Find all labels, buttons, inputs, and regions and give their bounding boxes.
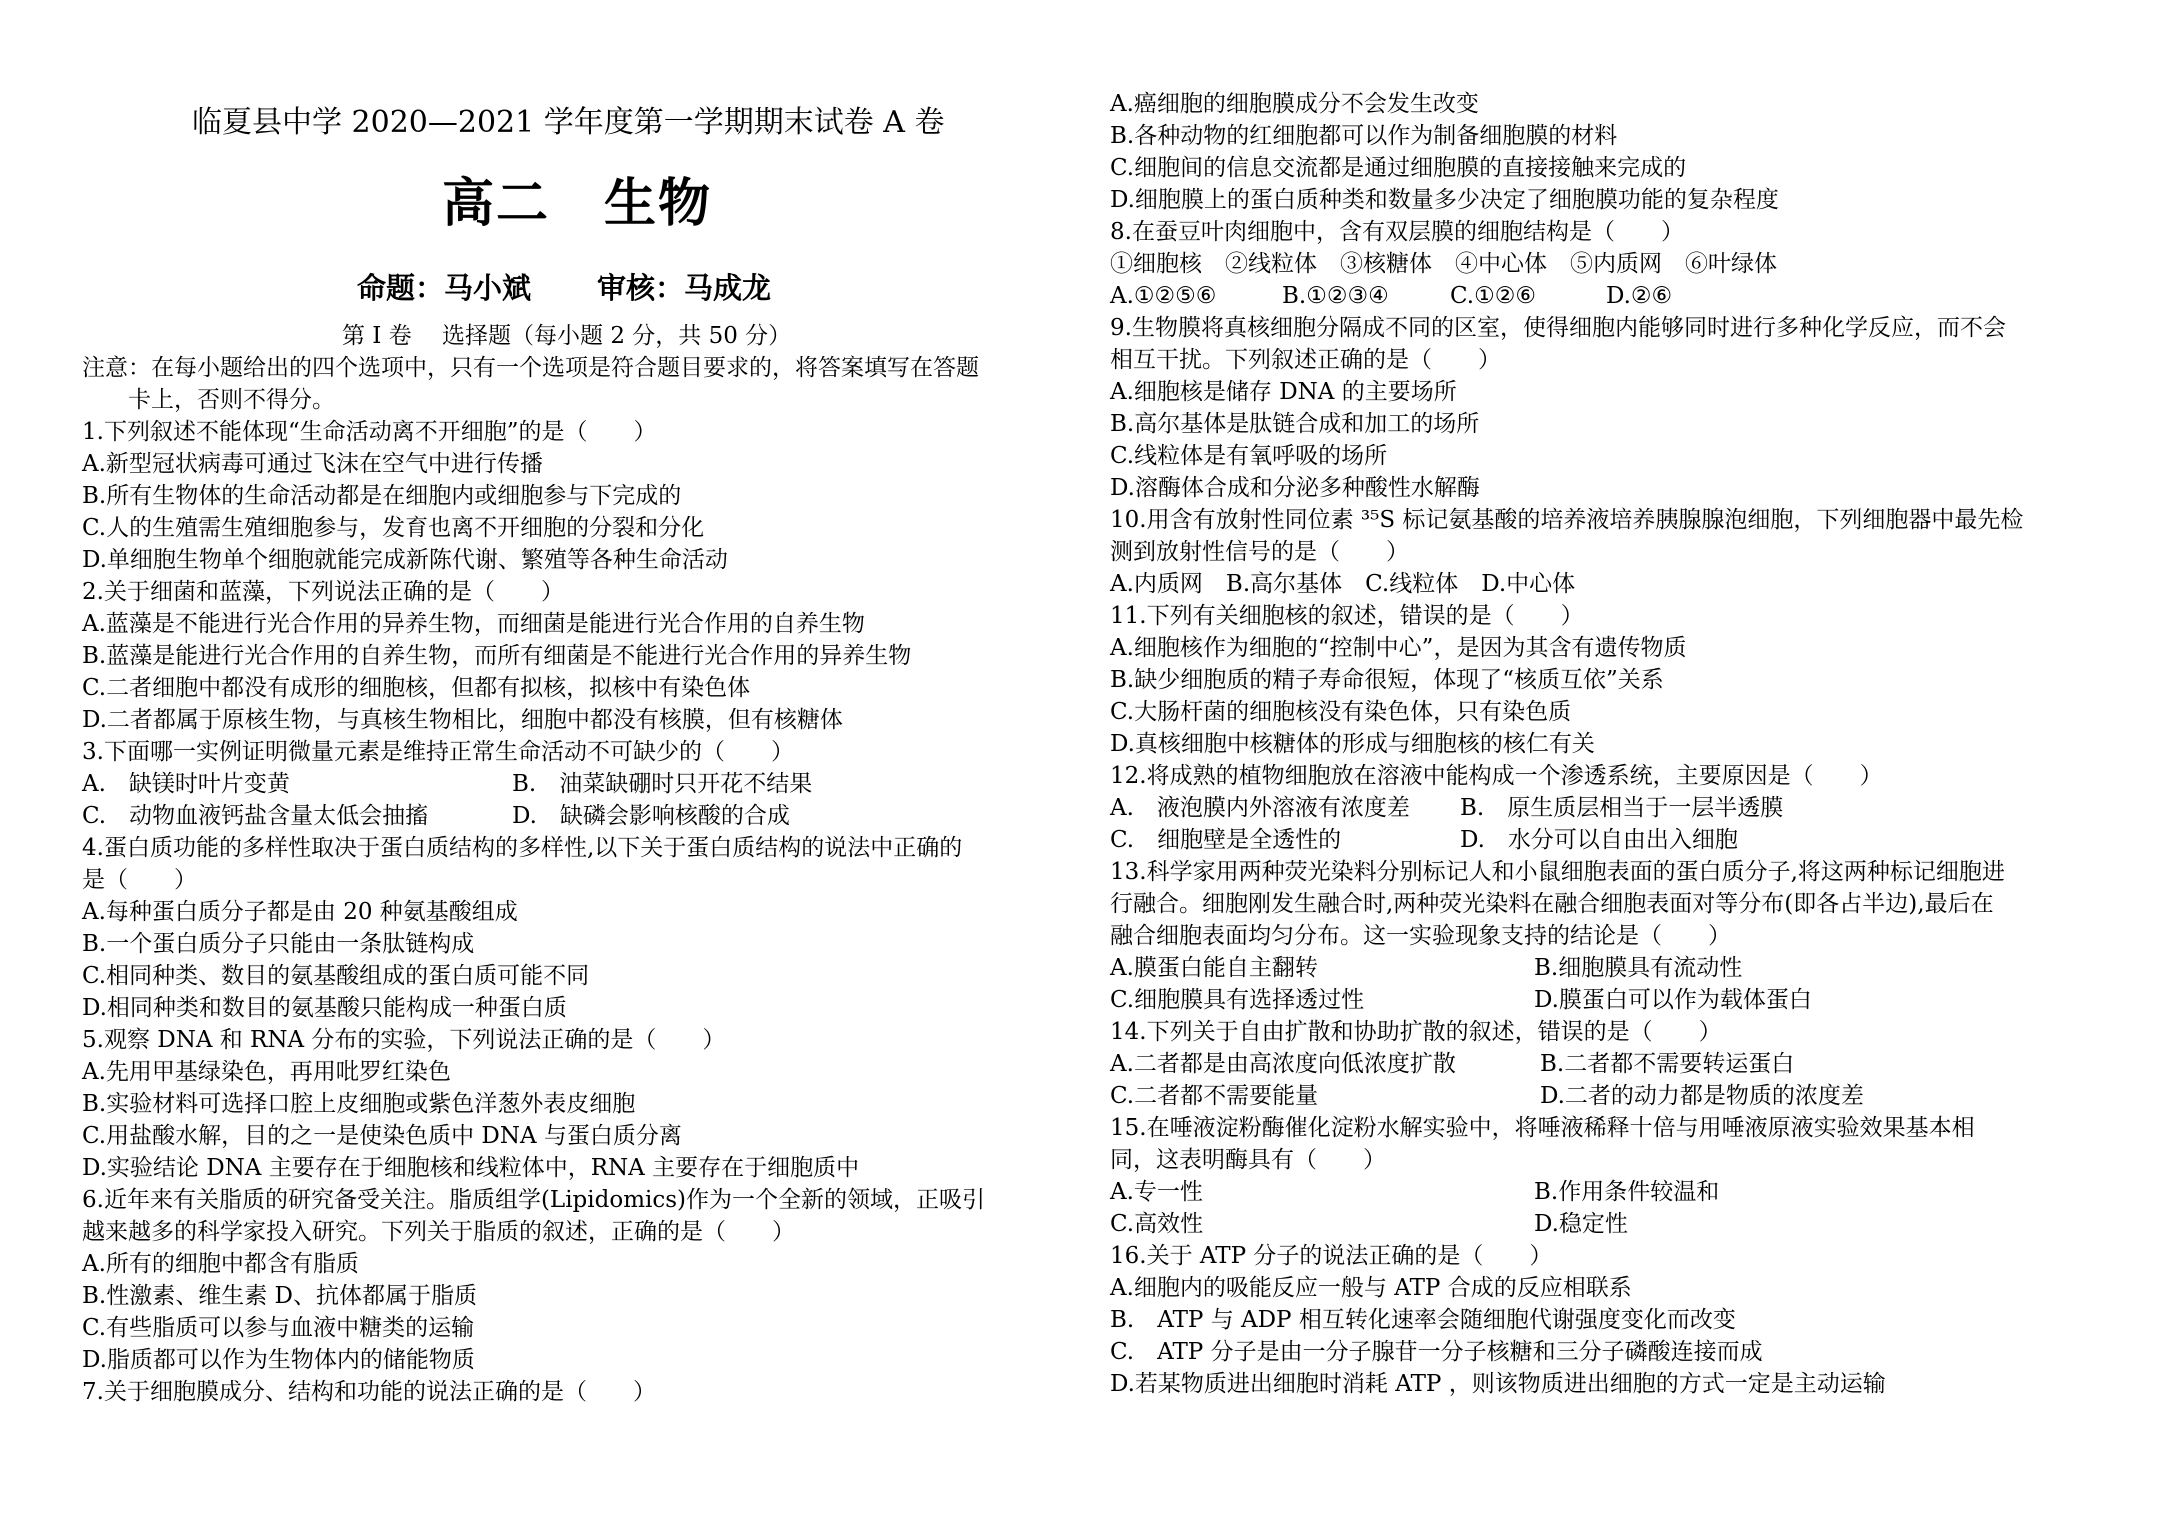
- option: D. 水分可以自由出入细胞: [1460, 827, 1738, 853]
- option: C.①②⑥: [1450, 283, 1536, 309]
- question-16: 16.关于 ATP 分子的说法正确的是（ ）: [1110, 1243, 1553, 1269]
- notice-line: 卡上，否则不得分。: [128, 387, 335, 413]
- option: D.脂质都可以作为生物体内的储能物质: [82, 1347, 475, 1373]
- option: D.细胞膜上的蛋白质种类和数量多少决定了细胞膜功能的复杂程度: [1110, 187, 1779, 213]
- question-3: 3.下面哪一实例证明微量元素是维持正常生命活动不可缺少的（ ）: [82, 739, 794, 765]
- option: B.高尔基体是肽链合成和加工的场所: [1110, 411, 1480, 437]
- option: A.新型冠状病毒可通过飞沫在空气中进行传播: [82, 451, 543, 477]
- option: A.专一性: [1110, 1179, 1203, 1205]
- option: D. 缺磷会影响核酸的合成: [512, 803, 790, 829]
- question-7: 7.关于细胞膜成分、结构和功能的说法正确的是（ ）: [82, 1379, 656, 1405]
- option: D.若某物质进出细胞时消耗 ATP ，则该物质进出细胞的方式一定是主动运输: [1110, 1371, 1886, 1397]
- question-13: 13.科学家用两种荧光染料分别标记人和小鼠细胞表面的蛋白质分子,将这两种标记细胞进: [1110, 859, 2005, 885]
- option: A.每种蛋白质分子都是由 20 种氨基酸组成: [82, 899, 518, 925]
- question-10: 10.用含有放射性同位素 ³⁵S 标记氨基酸的培养液培养胰腺腺泡细胞，下列细胞器中最先检: [1110, 507, 2024, 533]
- question-4-cont: 是（ ）: [82, 867, 197, 893]
- question-6: 6.近年来有关脂质的研究备受关注。脂质组学(Lipidomics)作为一个全新的领域，正吸引: [82, 1187, 986, 1213]
- option: A.先用甲基绿染色，再用吡罗红染色: [82, 1059, 451, 1085]
- option: C. ATP 分子是由一分子腺苷一分子核糖和三分子磷酸连接而成: [1110, 1339, 1763, 1365]
- options-row: A.内质网 B.高尔基体 C.线粒体 D.中心体: [1110, 571, 1576, 597]
- option: B.①②③④: [1282, 283, 1389, 309]
- option: C. 动物血液钙盐含量太低会抽搐: [82, 803, 429, 829]
- question-8-items: ①细胞核 ②线粒体 ③核糖体 ④中心体 ⑤内质网 ⑥叶绿体: [1110, 251, 1777, 277]
- option: B.细胞膜具有流动性: [1534, 955, 1743, 981]
- question-13-cont: 融合细胞表面均匀分布。这一实验现象支持的结论是（ ）: [1110, 923, 1731, 949]
- option: B.各种动物的红细胞都可以作为制备细胞膜的材料: [1110, 123, 1618, 149]
- option: C.二者细胞中都没有成形的细胞核，但都有拟核，拟核中有染色体: [82, 675, 751, 701]
- option: C.高效性: [1110, 1211, 1204, 1237]
- option: C.线粒体是有氧呼吸的场所: [1110, 443, 1388, 469]
- option: A.癌细胞的细胞膜成分不会发生改变: [1110, 91, 1479, 117]
- question-9: 9.生物膜将真核细胞分隔成不同的区室，使得细胞内能够同时进行多种化学反应，而不会: [1110, 315, 2006, 341]
- option: A.细胞核是储存 DNA 的主要场所: [1110, 379, 1457, 405]
- option: A. 缺镁时叶片变黄: [82, 771, 290, 797]
- option: C.有些脂质可以参与血液中糖类的运输: [82, 1315, 475, 1341]
- option: B.二者都不需要转运蛋白: [1540, 1051, 1795, 1077]
- question-13-cont: 行融合。细胞刚发生融合时,两种荧光染料在融合细胞表面对等分布(即各占半边),最后在: [1110, 891, 1994, 917]
- option: D.单细胞生物单个细胞就能完成新陈代谢、繁殖等各种生命活动: [82, 547, 728, 573]
- notice-line: 注意：在每小题给出的四个选项中，只有一个选项是符合题目要求的，将答案填写在答题: [82, 355, 979, 381]
- question-1: 1.下列叙述不能体现“生命活动离不开细胞”的是（ ）: [82, 419, 657, 445]
- option: C.人的生殖需生殖细胞参与，发育也离不开细胞的分裂和分化: [82, 515, 705, 541]
- option: B. 油菜缺硼时只开花不结果: [512, 771, 813, 797]
- option: C.细胞膜具有选择透过性: [1110, 987, 1365, 1013]
- author-label: 命题：马小斌: [357, 271, 532, 305]
- option: A.膜蛋白能自主翻转: [1110, 955, 1318, 981]
- exam-subject: 高二 生物: [442, 173, 713, 234]
- option: A. 液泡膜内外溶液有浓度差: [1110, 795, 1410, 821]
- author-line: [357, 268, 771, 308]
- option: D.二者的动力都是物质的浓度差: [1540, 1083, 1864, 1109]
- question-2: 2.关于细菌和蓝藻，下列说法正确的是（ ）: [82, 579, 564, 605]
- section-heading: 第 I 卷 选择题（每小题 2 分，共 50 分）: [342, 323, 792, 349]
- option: B.性激素、维生素 D、抗体都属于脂质: [82, 1283, 477, 1309]
- option: B.作用条件较温和: [1534, 1179, 1720, 1205]
- option: D.溶酶体合成和分泌多种酸性水解酶: [1110, 475, 1480, 501]
- option: B.实验材料可选择口腔上皮细胞或紫色洋葱外表皮细胞: [82, 1091, 636, 1117]
- option: D.稳定性: [1534, 1211, 1628, 1237]
- question-5: 5.观察 DNA 和 RNA 分布的实验，下列说法正确的是（ ）: [82, 1027, 726, 1053]
- option: D.②⑥: [1606, 283, 1673, 309]
- option: C.相同种类、数目的氨基酸组成的蛋白质可能不同: [82, 963, 590, 989]
- option: B.所有生物体的生命活动都是在细胞内或细胞参与下完成的: [82, 483, 682, 509]
- option: D.二者都属于原核生物，与真核生物相比，细胞中都没有核膜，但有核糖体: [82, 707, 843, 733]
- option: A.所有的细胞中都含有脂质: [82, 1251, 359, 1277]
- option: B. ATP 与 ADP 相互转化速率会随细胞代谢强度变化而改变: [1110, 1307, 1736, 1333]
- question-10-cont: 测到放射性信号的是（ ）: [1110, 539, 1409, 565]
- option: B.缺少细胞质的精子寿命很短，体现了“核质互依”关系: [1110, 667, 1664, 693]
- option: A.①②⑤⑥: [1110, 283, 1217, 309]
- option: D.真核细胞中核糖体的形成与细胞核的核仁有关: [1110, 731, 1595, 757]
- question-11: 11.下列有关细胞核的叙述，错误的是（ ）: [1110, 603, 1584, 629]
- option: B. 原生质层相当于一层半透膜: [1460, 795, 1784, 821]
- option: A.二者都是由高浓度向低浓度扩散: [1110, 1051, 1456, 1077]
- question-4: 4.蛋白质功能的多样性取决于蛋白质结构的多样性,以下关于蛋白质结构的说法中正确的: [82, 835, 963, 861]
- reviewer-label: 审核：马成龙: [597, 271, 772, 305]
- question-14: 14.下列关于自由扩散和协助扩散的叙述，错误的是（ ）: [1110, 1019, 1722, 1045]
- option: A.蓝藻是不能进行光合作用的异养生物，而细菌是能进行光合作用的自养生物: [82, 611, 865, 637]
- question-12: 12.将成熟的植物细胞放在溶液中能构成一个渗透系统，主要原因是（ ）: [1110, 763, 1883, 789]
- option: C.大肠杆菌的细胞核没有染色体，只有染色质: [1110, 699, 1572, 725]
- exam-title: 临夏县中学 2020—2021 学年度第一学期期末试卷 A 卷: [192, 105, 945, 140]
- option: C.二者都不需要能量: [1110, 1083, 1319, 1109]
- option: A.细胞内的吸能反应一般与 ATP 合成的反应相联系: [1110, 1275, 1632, 1301]
- option: C. 细胞壁是全透性的: [1110, 827, 1342, 853]
- question-8: 8.在蚕豆叶肉细胞中，含有双层膜的细胞结构是（ ）: [1110, 219, 1684, 245]
- option: A.细胞核作为细胞的“控制中心”，是因为其含有遗传物质: [1110, 635, 1687, 661]
- question-6-cont: 越来越多的科学家投入研究。下列关于脂质的叙述，正确的是（ ）: [82, 1219, 795, 1245]
- option: C.细胞间的信息交流都是通过细胞膜的直接接触来完成的: [1110, 155, 1687, 181]
- option: D.相同种类和数目的氨基酸只能构成一种蛋白质: [82, 995, 567, 1021]
- question-9-cont: 相互干扰。下列叙述正确的是（ ）: [1110, 347, 1501, 373]
- option: B.一个蛋白质分子只能由一条肽链构成: [82, 931, 475, 957]
- option: B.蓝藻是能进行光合作用的自养生物，而所有细菌是不能进行光合作用的异养生物: [82, 643, 912, 669]
- option: C.用盐酸水解，目的之一是使染色质中 DNA 与蛋白质分离: [82, 1123, 682, 1149]
- question-15: 15.在唾液淀粉酶催化淀粉水解实验中，将唾液稀释十倍与用唾液原液实验效果基本相: [1110, 1115, 1975, 1141]
- question-15-cont: 同，这表明酶具有（ ）: [1110, 1147, 1386, 1173]
- option: D.膜蛋白可以作为载体蛋白: [1534, 987, 1812, 1013]
- option: D.实验结论 DNA 主要存在于细胞核和线粒体中，RNA 主要存在于细胞质中: [82, 1155, 860, 1181]
